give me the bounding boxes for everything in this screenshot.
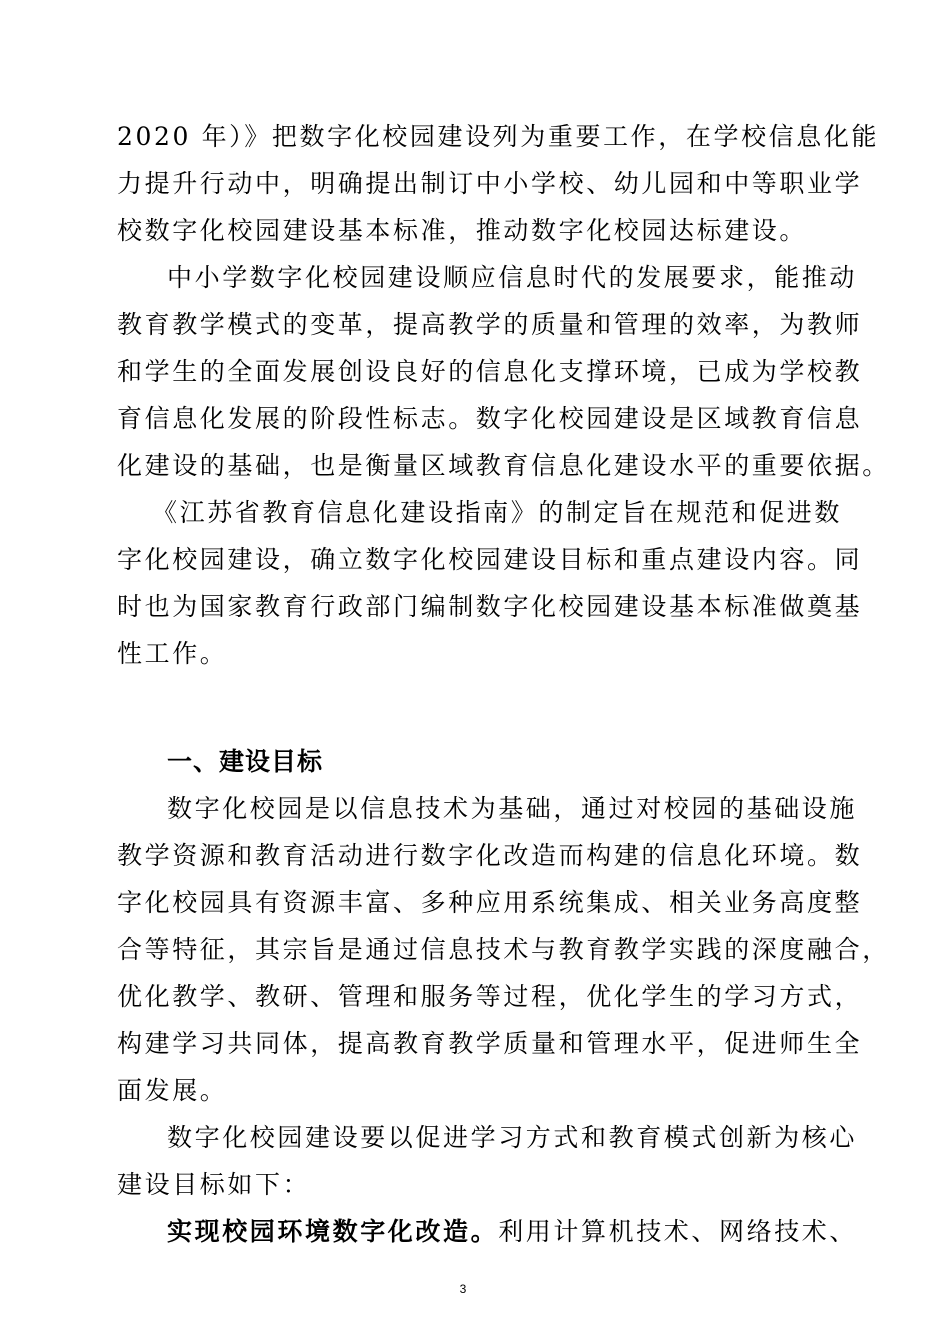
paragraph-1-line-3: 校数字化校园建设基本标准，推动数字化校园达标建设。 <box>117 216 808 245</box>
paragraph-1-line-2: 力提升行动中，明确提出制订中小学校、幼儿园和中等职业学 <box>117 169 863 198</box>
paragraph-4-line-3: 字化校园具有资源丰富、多种应用系统集成、相关业务高度整 <box>117 888 863 917</box>
paragraph-6-bold-lead: 实现校园环境数字化改造。 <box>167 1217 499 1246</box>
paragraph-6-line-1 <box>167 1216 857 1248</box>
paragraph-2-line-2: 教育教学模式的变革，提高教学的质量和管理的效率，为教师 <box>117 310 863 339</box>
paragraph-3-line-2: 字化校园建设，确立数字化校园建设目标和重点建设内容。同 <box>117 545 863 574</box>
paragraph-3-line-3: 时也为国家教育行政部门编制数字化校园建设基本标准做奠基 <box>117 592 863 621</box>
paragraph-4-line-5: 优化教学、教研、管理和服务等过程，优化学生的学习方式， <box>117 982 863 1011</box>
paragraph-5-line-1: 数字化校园建设要以促进学习方式和教育模式创新为核心 <box>167 1123 858 1152</box>
paragraph-1-line-1: 2020 年）》把数字化校园建设列为重要工作，在学校信息化能 <box>117 122 880 151</box>
page-number: 3 <box>459 1282 467 1296</box>
paragraph-5-line-2: 建设目标如下： <box>117 1170 311 1199</box>
section-heading: 一、建设目标 <box>167 747 324 776</box>
paragraph-4-line-1: 数字化校园是以信息技术为基础，通过对校园的基础设施 <box>167 794 858 823</box>
paragraph-2-line-5: 化建设的基础，也是衡量区域教育信息化建设水平的重要依据。 <box>117 451 890 480</box>
paragraph-4-line-6: 构建学习共同体，提高教育教学质量和管理水平，促进师生全 <box>117 1029 863 1058</box>
paragraph-4-line-7: 面发展。 <box>117 1076 228 1105</box>
paragraph-3-line-4: 性工作。 <box>117 639 228 668</box>
paragraph-2-line-3: 和学生的全面发展创设良好的信息化支撑环境，已成为学校教 <box>117 357 863 386</box>
paragraph-2-line-4: 育信息化发展的阶段性标志。数字化校园建设是区域教育信息 <box>117 404 863 433</box>
paragraph-3-line-1: 《江苏省教育信息化建设指南》的制定旨在规范和促进数 <box>152 498 843 527</box>
paragraph-4-line-4: 合等特征，其宗旨是通过信息技术与教育教学实践的深度融合， <box>117 935 890 964</box>
paragraph-4-line-2: 教学资源和教育活动进行数字化改造而构建的信息化环境。数 <box>117 841 863 870</box>
paragraph-6-text: 利用计算机技术、网络技术、 <box>498 1217 858 1246</box>
paragraph-2-line-1: 中小学数字化校园建设顺应信息时代的发展要求，能推动 <box>167 263 858 292</box>
